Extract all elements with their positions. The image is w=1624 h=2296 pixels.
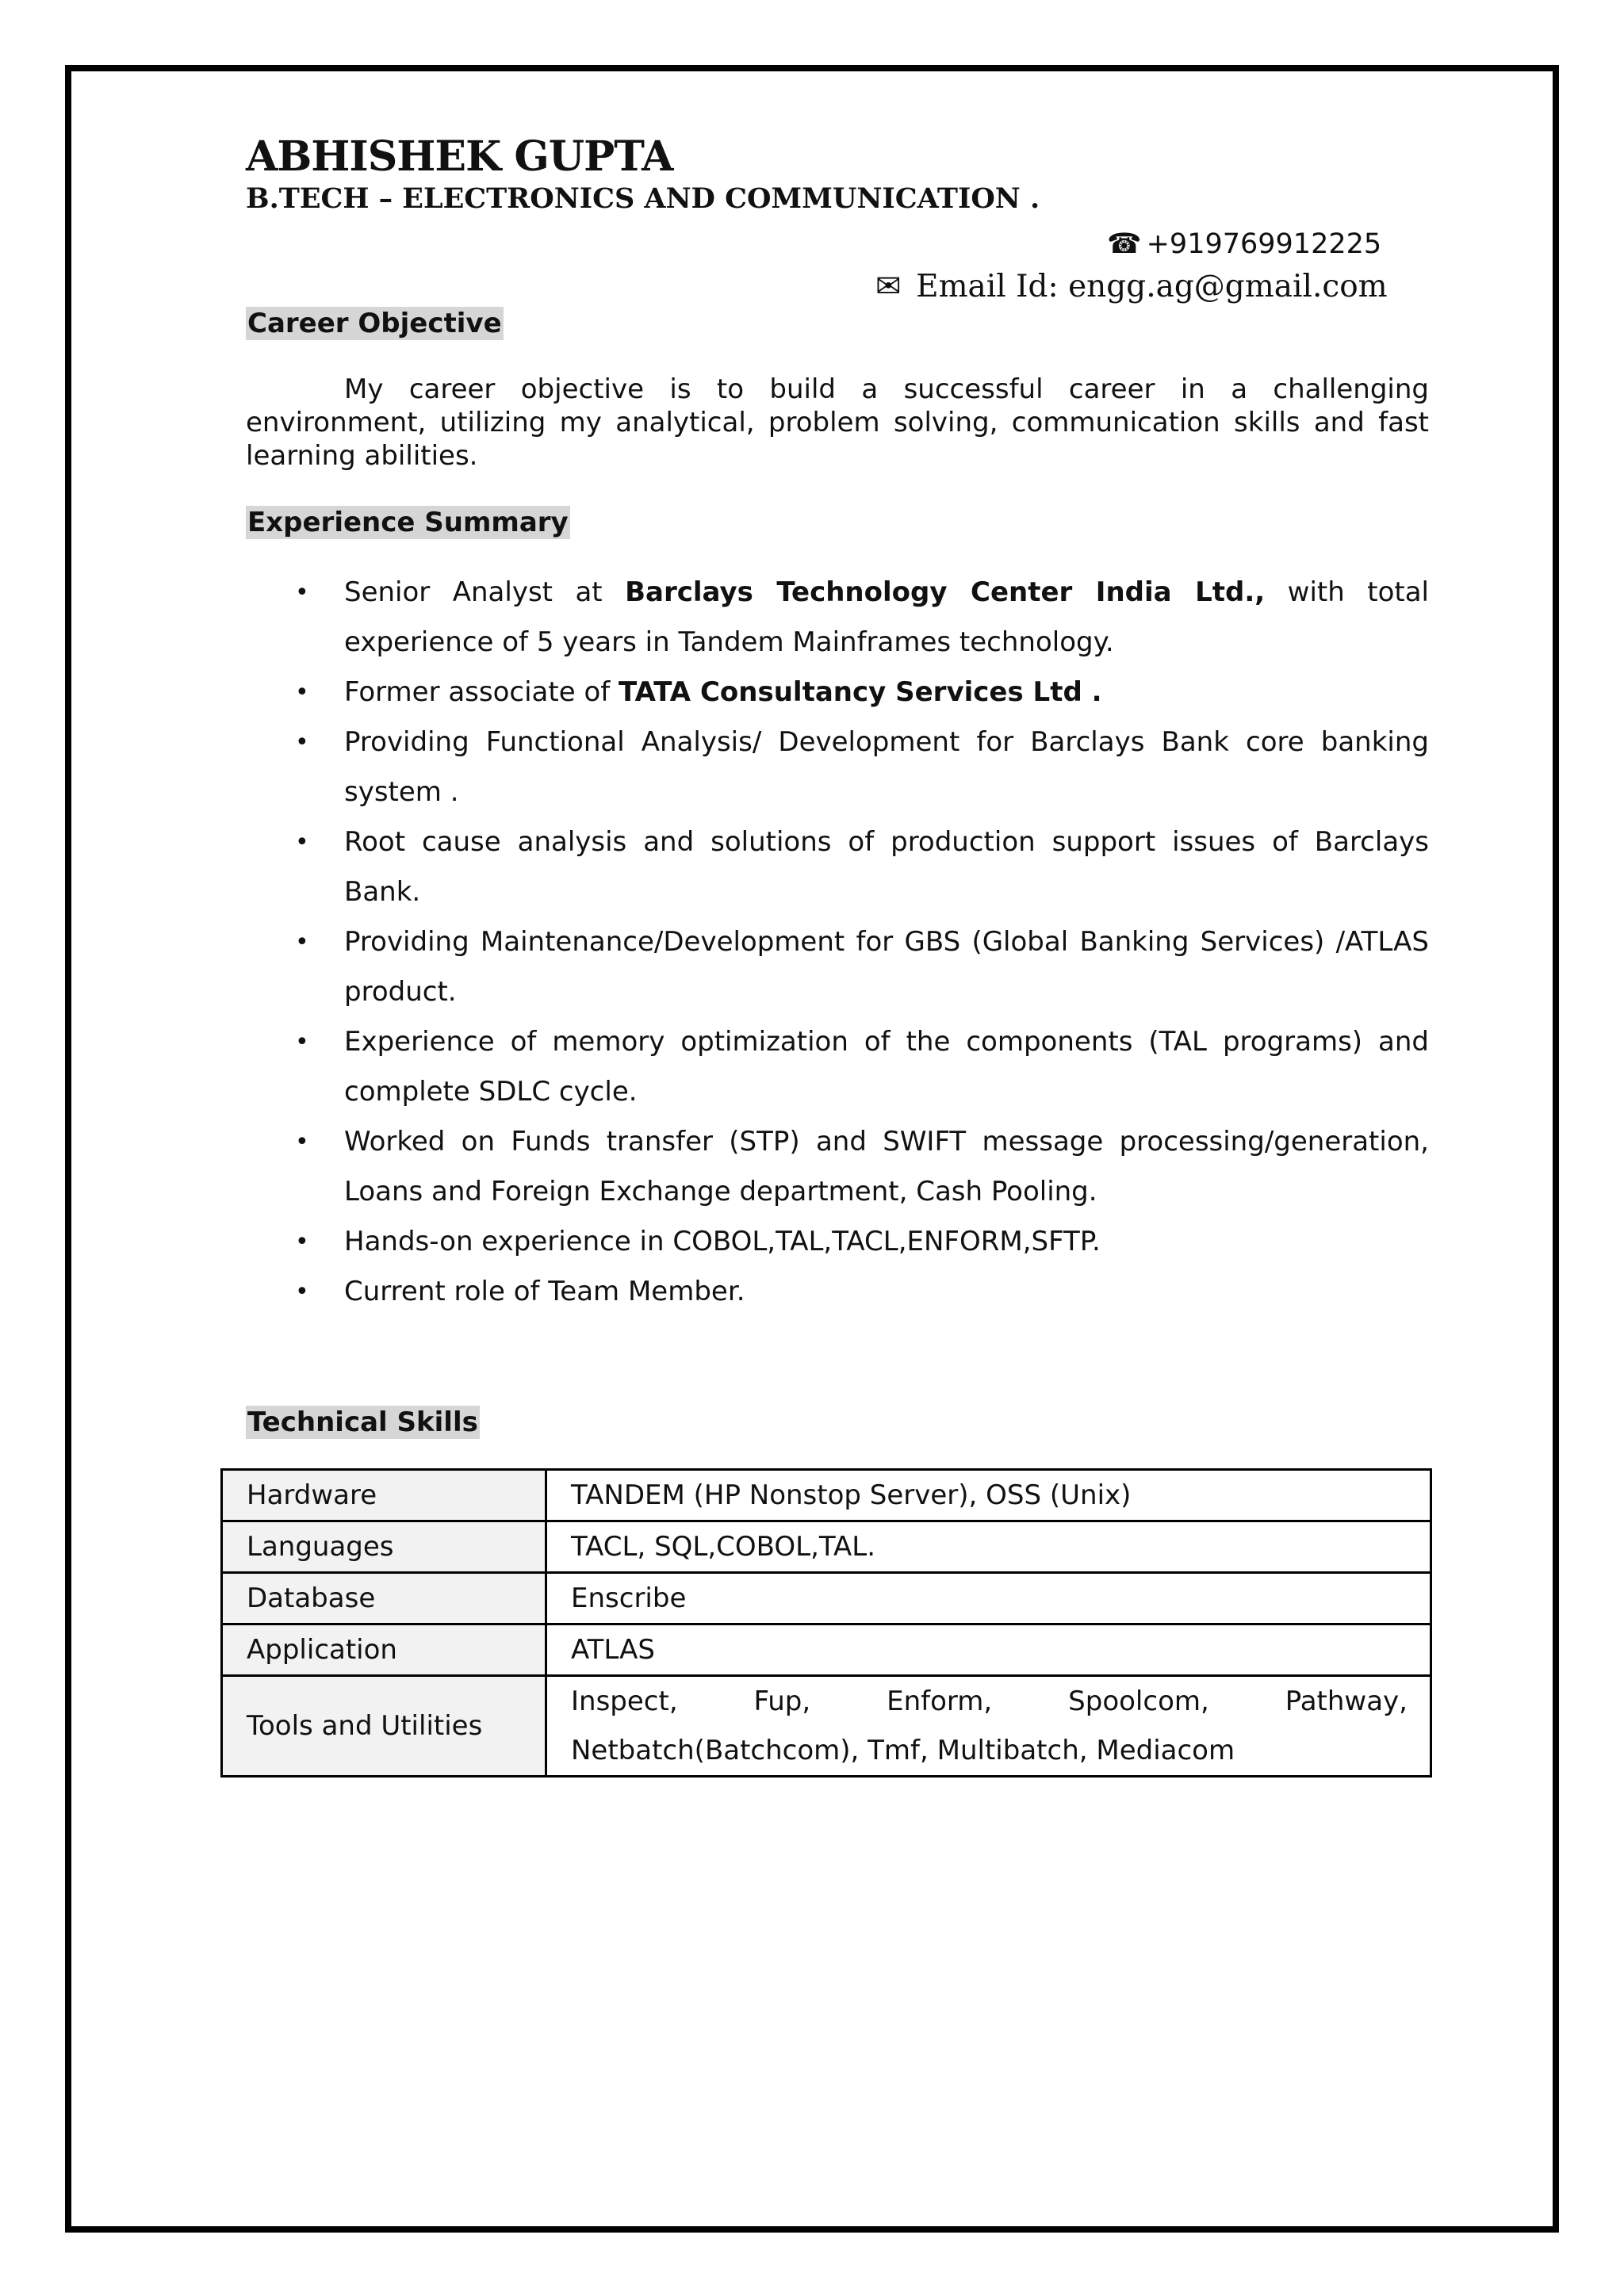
candidate-name: ABHISHEK GUPTA — [246, 132, 673, 181]
skill-value: TACL, SQL,COBOL,TAL. — [546, 1521, 1431, 1573]
bullet-icon: • — [295, 679, 309, 706]
item-company: TATA Consultancy Services Ltd . — [619, 676, 1102, 708]
list-item — [246, 568, 1429, 668]
table-row — [222, 1676, 1431, 1777]
list-item — [246, 1267, 1429, 1317]
telephone-icon: ☎ — [1107, 228, 1142, 260]
bullet-icon: • — [295, 579, 309, 607]
tool-item: Enform, — [887, 1686, 993, 1717]
table-row — [222, 1573, 1431, 1624]
item-text: Current role of Team Member. — [344, 1276, 745, 1307]
bullet-icon: • — [295, 928, 309, 956]
item-text: Senior Analyst at — [344, 576, 626, 608]
list-item — [246, 718, 1429, 817]
tool-item: Inspect, — [571, 1686, 678, 1717]
skill-value: TANDEM (HP Nonstop Server), OSS (Unix) — [546, 1470, 1431, 1521]
career-objective-heading: Career Objective — [247, 308, 502, 339]
bullet-icon: • — [295, 1028, 309, 1056]
email-label: Email Id: — [916, 269, 1059, 304]
envelope-icon: ✉ — [875, 269, 902, 304]
list-item — [246, 668, 1429, 718]
list-item — [246, 817, 1429, 917]
skill-label: Hardware — [222, 1470, 546, 1521]
tool-item: Pathway, — [1285, 1686, 1408, 1717]
table-row — [222, 1624, 1431, 1676]
bullet-icon: • — [295, 1128, 309, 1156]
item-company: Barclays Technology Center India Ltd., — [625, 576, 1266, 608]
career-objective-text: My career objective is to build a successful career in a challenging environment, utilizing my analytical, problem solving, communication skills and fast learning abilities. — [246, 373, 1429, 472]
tool-item: Fup, — [753, 1686, 811, 1717]
list-item — [246, 1117, 1429, 1217]
item-text: Providing Maintenance/Development for GBS (Global Banking Services) /ATLAS product. — [344, 926, 1429, 1008]
technical-skills-table — [220, 1468, 1432, 1777]
phone-contact — [1107, 227, 1381, 262]
experience-summary-heading: Experience Summary — [247, 507, 569, 538]
skill-label: Tools and Utilities — [222, 1676, 546, 1777]
bullet-icon: • — [295, 828, 309, 856]
resume-header — [246, 133, 1432, 217]
email-contact — [875, 268, 1388, 306]
tool-item: Spoolcom, — [1068, 1686, 1209, 1717]
skill-value: Enscribe — [546, 1573, 1431, 1624]
list-item — [246, 917, 1429, 1017]
item-text: Root cause analysis and solutions of production support issues of Barclays Bank. — [344, 826, 1429, 908]
table-row — [222, 1470, 1431, 1521]
item-text: Providing Functional Analysis/ Development for Barclays Bank core banking system . — [344, 726, 1429, 808]
skill-value — [546, 1676, 1431, 1777]
item-text: Worked on Funds transfer (STP) and SWIFT message processing/generation, Loans and Foreign Exchange department, Cash Pooling. — [344, 1126, 1429, 1207]
item-text: with total experience of 5 years in Tandem Mainframes technology. — [344, 576, 1430, 658]
item-text: Former associate of — [344, 676, 619, 708]
skill-label: Application — [222, 1624, 546, 1676]
list-item — [246, 1217, 1429, 1267]
email-address: engg.ag@gmail.com — [1068, 269, 1388, 304]
item-text: Hands-on experience in COBOL,TAL,TACL,ENFORM,SFTP. — [344, 1226, 1101, 1257]
table-row — [222, 1521, 1431, 1573]
degree-title: B.TECH – ELECTRONICS AND COMMUNICATION . — [246, 182, 1040, 215]
phone-number: +919769912225 — [1146, 228, 1382, 260]
list-item — [246, 1017, 1429, 1117]
skill-label: Database — [222, 1573, 546, 1624]
bullet-icon: • — [295, 1228, 309, 1256]
technical-skills-heading: Technical Skills — [247, 1406, 478, 1438]
skill-label: Languages — [222, 1521, 546, 1573]
bullet-icon: • — [295, 729, 309, 756]
tools-line-1 — [571, 1677, 1408, 1726]
item-text: Experience of memory optimization of the components (TAL programs) and complete SDLC cycle. — [344, 1026, 1429, 1108]
bullet-icon: • — [295, 1278, 309, 1306]
tools-line-2: Netbatch(Batchcom), Tmf, Multibatch, Mediacom — [571, 1735, 1235, 1766]
experience-list — [246, 568, 1429, 1317]
skill-value: ATLAS — [546, 1624, 1431, 1676]
